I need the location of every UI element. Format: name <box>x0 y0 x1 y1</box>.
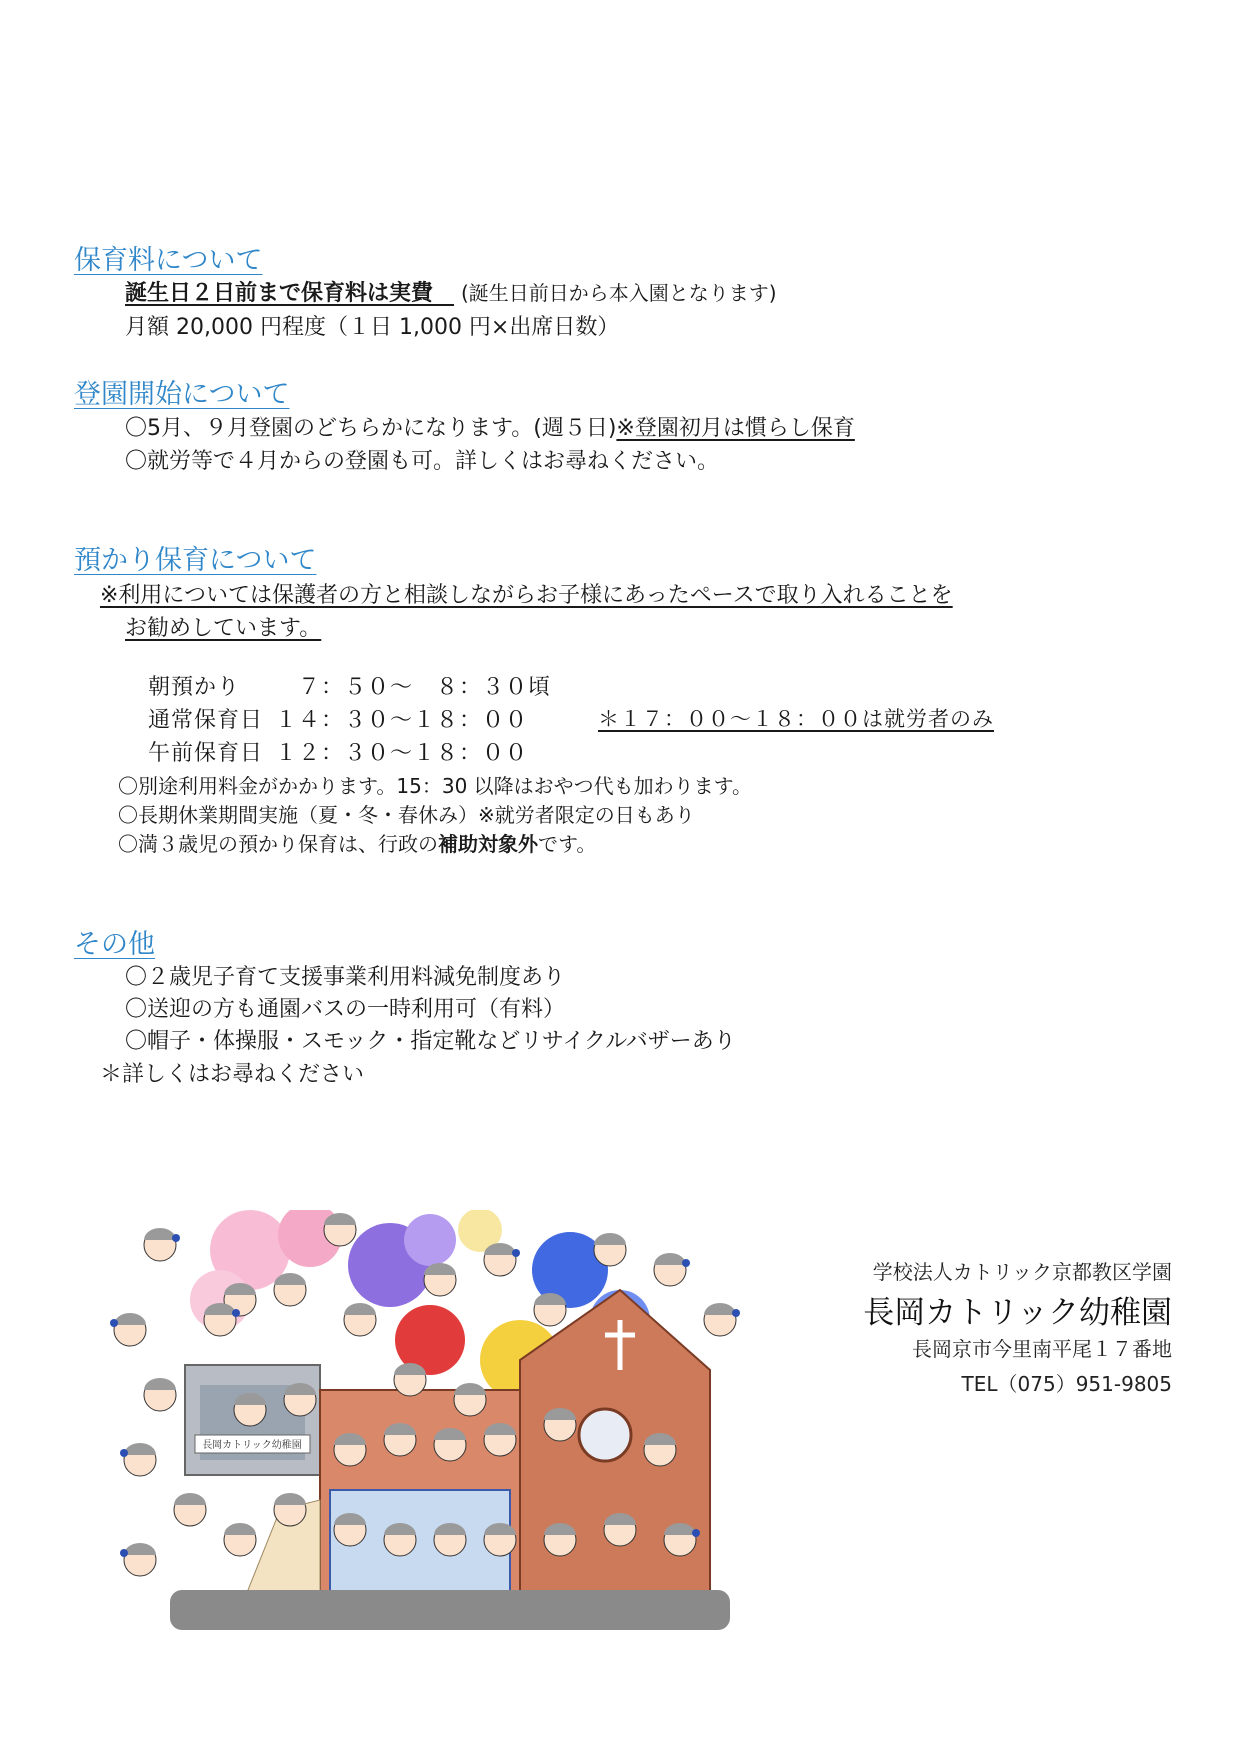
footer-school-name: 長岡カトリック幼稚園 <box>863 1295 1172 1331</box>
childcare-bullet-2: 〇長期休業期間実施（夏・冬・春休み）※就労者限定の日もあり <box>118 803 695 827</box>
schedule-morning-label: 朝預かり <box>148 675 241 700</box>
other-item: 〇送迎の方も通園バスの一時利用可（有料） <box>125 997 566 1022</box>
other-heading: その他 <box>74 929 155 960</box>
footer-address: 長岡京市今里南平尾１７番地 <box>912 1337 1172 1361</box>
fee-actual-cost: 誕生日２日前まで保育料は実費 <box>125 281 434 306</box>
fee-line-2: 月額 20,000 円程度（１日 1,000 円×出席日数） <box>125 315 620 340</box>
footer-tel: TEL（075）951-9805 <box>961 1372 1172 1396</box>
other-footnote: ＊詳しくはお尋ねください <box>100 1062 365 1087</box>
childcare-heading: 預かり保育について <box>74 545 317 576</box>
childcare-note-1: ※利用については保護者の方と相談しながらお子様にあったペースで取り入れることを <box>100 583 953 608</box>
fee-heading: 保育料について <box>74 245 263 276</box>
childcare-note-2: お勧めしています。 <box>125 616 322 641</box>
childcare-bullet-3 <box>118 828 596 857</box>
schedule-morning-time: ７：５０～ ８：３０頃 <box>298 675 552 700</box>
childcare-bullet-1: 〇別途利用料金がかかります。15：30 以降はおやつ代も加わります。 <box>118 774 753 798</box>
start-line-1 <box>125 411 855 442</box>
start-heading: 登園開始について <box>74 379 290 410</box>
schedule-regular-time: １４：３０～１８：００ <box>275 708 529 733</box>
schedule-regular-label: 通常保育日 <box>148 708 264 733</box>
footer-org: 学校法人カトリック京都教区学園 <box>872 1260 1172 1284</box>
fee-line-1 <box>125 276 777 307</box>
fee-note: (誕生日前日から本入園となります) <box>461 281 777 305</box>
other-item: 〇帽子・体操服・スモック・指定靴などリサイクルバザーあり <box>125 1029 736 1054</box>
childcare-bullet-3-suffix: です。 <box>538 832 597 856</box>
schedule-half-day-label: 午前保育日 <box>148 741 264 766</box>
other-item: 〇２歳児子育て支援事業利用料減免制度あり <box>125 965 566 990</box>
childcare-subsidy-excluded: 補助対象外 <box>438 832 538 856</box>
schedule-half-day-time: １２：３０～１８：００ <box>275 741 529 766</box>
building-sign: 長岡カトリック幼稚園 <box>202 1440 302 1451</box>
start-adjustment-note: ※登園初月は慣らし保育 <box>616 416 855 441</box>
childcare-bullet-3-prefix: 〇満３歳児の預かり保育は、行政の <box>118 832 438 856</box>
start-line-2: 〇就労等で４月からの登園も可。詳しくはお尋ねください。 <box>125 449 720 474</box>
kindergarten-illustration <box>100 1210 800 1640</box>
fee-underline-spacer <box>433 281 454 306</box>
schedule-regular-note: ＊１７：００～１８：００は就労者のみ <box>598 707 994 731</box>
start-months: 〇5月、９月登園のどちらかになります。(週５日) <box>125 416 617 441</box>
